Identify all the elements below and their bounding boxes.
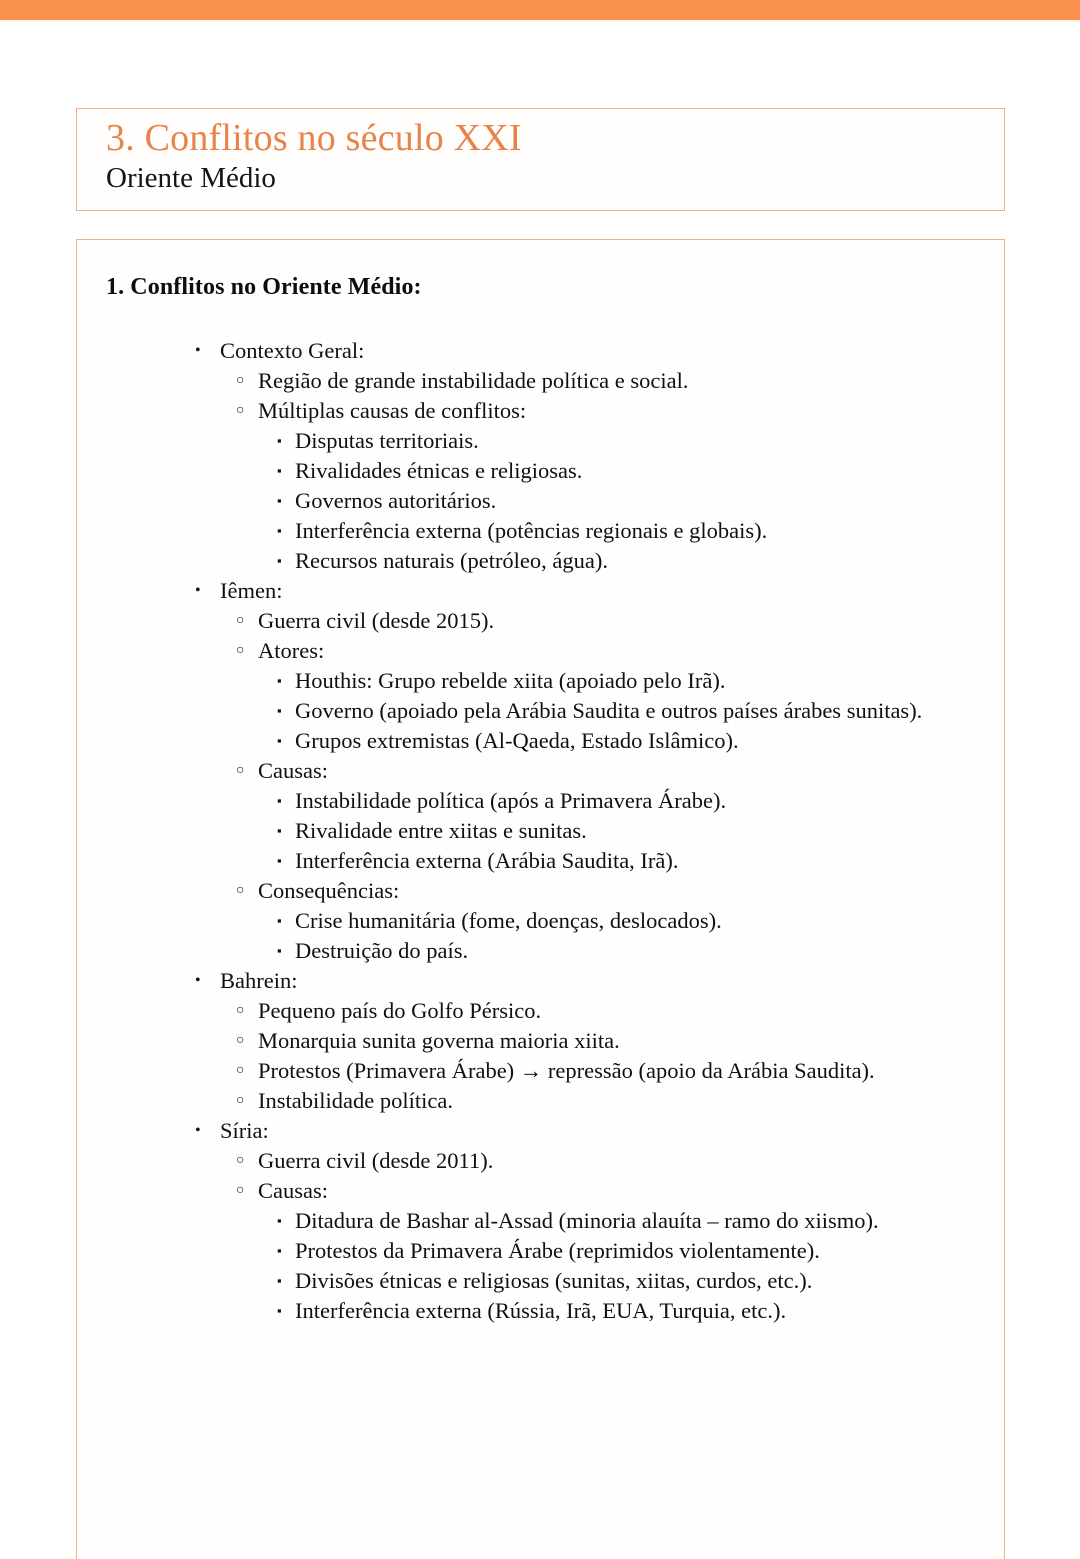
outline-item-label: Bahrein: bbox=[220, 968, 298, 993]
outline-item-label: Guerra civil (desde 2011). bbox=[258, 1148, 494, 1173]
outline-item bbox=[77, 1026, 1004, 1056]
bullet-level3-icon: ▪ bbox=[277, 1273, 282, 1288]
section-heading: 1. Conflitos no Oriente Médio: bbox=[106, 274, 422, 300]
outline-item bbox=[77, 486, 1004, 516]
outline-item bbox=[77, 966, 1004, 996]
page-title: 3. Conflitos no século XXI bbox=[106, 117, 522, 159]
bullet-level1-icon: • bbox=[195, 972, 201, 989]
outline-item-label: Monarquia sunita governa maioria xiita. bbox=[258, 1028, 620, 1053]
outline-item-label: Múltiplas causas de conflitos: bbox=[258, 398, 527, 423]
outline-item bbox=[77, 426, 1004, 456]
outline-item bbox=[77, 516, 1004, 546]
bullet-level2-icon: ○ bbox=[236, 1153, 245, 1168]
outline-item-label: Divisões étnicas e religiosas (sunitas, xiitas, curdos, etc.). bbox=[295, 1268, 813, 1293]
outline-item-label: Consequências: bbox=[258, 878, 400, 903]
outline-item-label: Síria: bbox=[220, 1118, 269, 1143]
outline-item-label: Causas: bbox=[258, 1178, 328, 1203]
outline-item-label: Houthis: Grupo rebelde xiita (apoiado pelo Irã). bbox=[295, 668, 726, 693]
outline-item bbox=[77, 846, 1004, 876]
bullet-level3-icon: ▪ bbox=[277, 553, 282, 568]
outline-item bbox=[77, 1296, 1004, 1326]
bullet-level1-icon: • bbox=[195, 582, 201, 599]
outline-item bbox=[77, 1116, 1004, 1146]
outline-item-label: Iêmen: bbox=[220, 578, 283, 603]
outline-item-label: Rivalidade entre xiitas e sunitas. bbox=[295, 818, 587, 843]
bullet-level2-icon: ○ bbox=[236, 643, 245, 658]
outline-item-label: Guerra civil (desde 2015). bbox=[258, 608, 495, 633]
outline-item bbox=[77, 396, 1004, 426]
outline-item bbox=[77, 936, 1004, 966]
outline-item bbox=[77, 666, 1004, 696]
outline-item bbox=[77, 876, 1004, 906]
outline-item-label: Disputas territoriais. bbox=[295, 428, 479, 453]
bullet-level2-icon: ○ bbox=[236, 1033, 245, 1048]
bullet-level3-icon: ▪ bbox=[277, 823, 282, 838]
outline-item bbox=[77, 726, 1004, 756]
outline-item-label: Interferência externa (Rússia, Irã, EUA, Turquia, etc.). bbox=[295, 1298, 787, 1323]
content-card bbox=[76, 239, 1005, 1559]
bullet-level3-icon: ▪ bbox=[277, 1213, 282, 1228]
outline-item bbox=[77, 1086, 1004, 1116]
outline-item-label: Interferência externa (Arábia Saudita, Irã). bbox=[295, 848, 679, 873]
top-accent-bar-fade bbox=[0, 20, 1080, 24]
outline-item-label: Protestos da Primavera Árabe (reprimidos violentamente). bbox=[295, 1238, 820, 1263]
outline-item bbox=[77, 756, 1004, 786]
outline-item-label: Atores: bbox=[258, 638, 325, 663]
page-subtitle: Oriente Médio bbox=[106, 162, 276, 194]
bullet-level3-icon: ▪ bbox=[277, 433, 282, 448]
outline-item bbox=[77, 336, 1004, 366]
outline-item bbox=[77, 1176, 1004, 1206]
bullet-level3-icon: ▪ bbox=[277, 943, 282, 958]
outline-item bbox=[77, 456, 1004, 486]
outline-item bbox=[77, 906, 1004, 936]
outline-item-label: Instabilidade política (após a Primavera Árabe). bbox=[295, 788, 727, 813]
outline-item bbox=[77, 606, 1004, 636]
bullet-level3-icon: ▪ bbox=[277, 463, 282, 478]
bullet-level3-icon: ▪ bbox=[277, 1303, 282, 1318]
bullet-level3-icon: ▪ bbox=[277, 523, 282, 538]
outline-item-label: Região de grande instabilidade política e social. bbox=[258, 368, 689, 393]
outline-item-label: Protestos (Primavera Árabe) → repressão (apoio da Arábia Saudita). bbox=[258, 1058, 875, 1083]
outline-item-label: Rivalidades étnicas e religiosas. bbox=[295, 458, 583, 483]
outline-item-label: Crise humanitária (fome, doenças, deslocados). bbox=[295, 908, 722, 933]
outline-item bbox=[77, 1266, 1004, 1296]
bullet-level2-icon: ○ bbox=[236, 613, 245, 628]
bullet-level3-icon: ▪ bbox=[277, 703, 282, 718]
outline-item-label: Interferência externa (potências regionais e globais). bbox=[295, 518, 768, 543]
bullet-level2-icon: ○ bbox=[236, 373, 245, 388]
outline-item bbox=[77, 786, 1004, 816]
bullet-level2-icon: ○ bbox=[236, 1093, 245, 1108]
outline-item-label: Governo (apoiado pela Arábia Saudita e outros países árabes sunitas). bbox=[295, 698, 923, 723]
outline-item-label: Governos autoritários. bbox=[295, 488, 497, 513]
outline-list bbox=[77, 336, 1004, 1326]
outline-item bbox=[77, 366, 1004, 396]
outline-item bbox=[77, 996, 1004, 1026]
bullet-level3-icon: ▪ bbox=[277, 673, 282, 688]
title-card bbox=[76, 108, 1005, 211]
outline-item bbox=[77, 576, 1004, 606]
outline-item bbox=[77, 816, 1004, 846]
bullet-level3-icon: ▪ bbox=[277, 793, 282, 808]
outline-item-label: Destruição do país. bbox=[295, 938, 469, 963]
bullet-level2-icon: ○ bbox=[236, 763, 245, 778]
outline-item-label: Grupos extremistas (Al-Qaeda, Estado Islâmico). bbox=[295, 728, 739, 753]
outline-item bbox=[77, 1206, 1004, 1236]
bullet-level3-icon: ▪ bbox=[277, 493, 282, 508]
top-accent-bar bbox=[0, 0, 1080, 20]
outline-item-label: Causas: bbox=[258, 758, 328, 783]
bullet-level1-icon: • bbox=[195, 1122, 201, 1139]
outline-item bbox=[77, 1146, 1004, 1176]
outline-item-label: Pequeno país do Golfo Pérsico. bbox=[258, 998, 542, 1023]
outline-item-label: Recursos naturais (petróleo, água). bbox=[295, 548, 609, 573]
outline-item-label: Instabilidade política. bbox=[258, 1088, 453, 1113]
bullet-level3-icon: ▪ bbox=[277, 733, 282, 748]
bullet-level2-icon: ○ bbox=[236, 1183, 245, 1198]
bullet-level3-icon: ▪ bbox=[277, 913, 282, 928]
outline-item-label: Ditadura de Bashar al-Assad (minoria alauíta – ramo do xiismo). bbox=[295, 1208, 879, 1233]
outline-item-label: Contexto Geral: bbox=[220, 338, 365, 363]
outline-item bbox=[77, 1056, 1004, 1086]
outline-item bbox=[77, 546, 1004, 576]
bullet-level3-icon: ▪ bbox=[277, 853, 282, 868]
bullet-level2-icon: ○ bbox=[236, 403, 245, 418]
bullet-level2-icon: ○ bbox=[236, 1063, 245, 1078]
bullet-level2-icon: ○ bbox=[236, 883, 245, 898]
outline-item bbox=[77, 1236, 1004, 1266]
bullet-level3-icon: ▪ bbox=[277, 1243, 282, 1258]
outline-item bbox=[77, 636, 1004, 666]
bullet-level2-icon: ○ bbox=[236, 1003, 245, 1018]
outline-item bbox=[77, 696, 1004, 726]
bullet-level1-icon: • bbox=[195, 342, 201, 359]
